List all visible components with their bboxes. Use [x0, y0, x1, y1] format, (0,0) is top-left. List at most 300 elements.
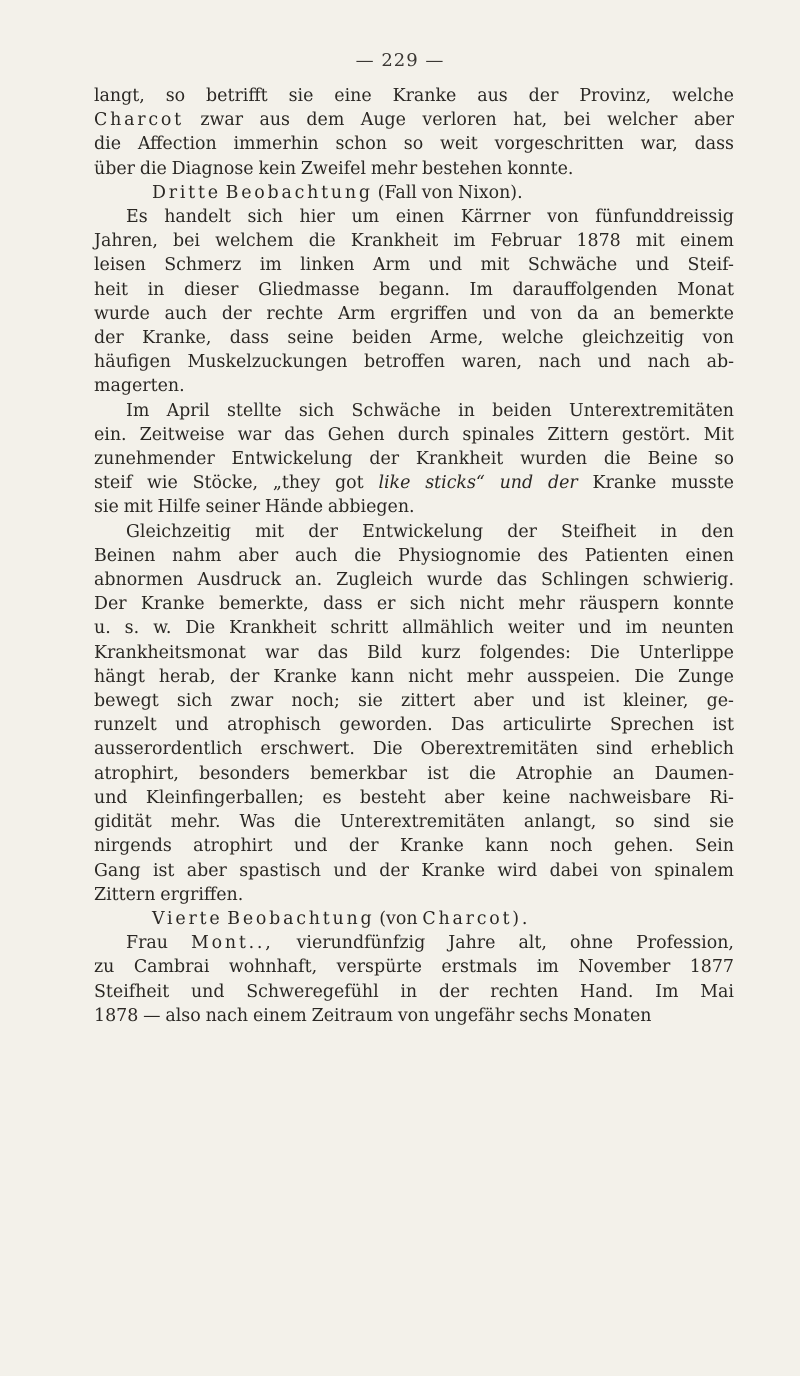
word: da [576, 303, 599, 324]
text-line [94, 544, 734, 568]
word: Das [451, 715, 485, 736]
word: und [333, 860, 367, 881]
word: sie [358, 691, 383, 712]
word: Kranke [400, 836, 464, 857]
word: Der [94, 594, 127, 615]
word: Zunge [678, 666, 734, 687]
text-line [94, 810, 734, 834]
word: — [143, 1005, 161, 1026]
word: Charcot). [422, 908, 531, 929]
word: alt, [518, 933, 547, 954]
word: got [335, 473, 364, 494]
word: der [369, 449, 400, 470]
word: sie [288, 86, 314, 106]
word: und [293, 836, 328, 857]
word: das [317, 642, 349, 663]
word: spastisch [239, 860, 321, 881]
word: dieser [183, 279, 239, 300]
word: Arm [337, 303, 376, 324]
word: bei [173, 231, 200, 252]
word: Kärrner [460, 207, 531, 228]
word: Es [126, 207, 148, 228]
word: immerhin [233, 134, 319, 155]
word: ergriffen. [160, 884, 244, 905]
word: eine [334, 86, 372, 106]
word: dass [229, 328, 270, 349]
word: von [530, 303, 563, 324]
word: ist [583, 691, 605, 712]
word: schritt [330, 618, 389, 639]
word: sie [709, 812, 734, 833]
word: leisen [94, 255, 146, 276]
word: das [284, 424, 315, 445]
word: wurde [94, 303, 150, 324]
word: sticks“ [425, 473, 485, 494]
word: bei [563, 110, 591, 131]
word: Atrophie [516, 763, 593, 784]
word: der [547, 473, 578, 494]
word: heit [94, 279, 129, 300]
word: neunten [661, 618, 734, 639]
word: Kranke, [142, 328, 212, 349]
word: hat, [513, 110, 548, 131]
word: Hilfe [157, 497, 201, 518]
word: betroffen [363, 352, 446, 373]
word: aus [477, 86, 508, 106]
word: das [496, 570, 528, 591]
word: Beobachtung [225, 182, 373, 203]
word: wurde [426, 570, 483, 591]
word: welche [501, 328, 564, 349]
word: und [499, 473, 534, 494]
word: verloren [422, 110, 497, 131]
word: so [714, 449, 734, 470]
word: gehen. [613, 836, 674, 857]
text-line [94, 955, 734, 979]
word: ist [427, 763, 449, 784]
word: Die [372, 739, 403, 760]
word: Arme, [430, 328, 484, 349]
word: Kleinfingerballen; [145, 787, 305, 808]
word: um [351, 207, 380, 228]
word: aber [444, 787, 485, 808]
word: mehr [370, 158, 418, 179]
word: einen [685, 545, 734, 566]
word: magerten. [94, 376, 185, 397]
word: ein. [94, 424, 127, 445]
word: Im [469, 279, 493, 300]
text-line [94, 1004, 734, 1028]
word: Unterextremitäten [568, 400, 734, 421]
word: Profession, [636, 933, 734, 954]
word: vorgeschritten [494, 134, 624, 155]
word: und [597, 352, 632, 373]
text-line [94, 568, 734, 592]
word: ausserordentlich [94, 739, 243, 760]
word: Steifheit [561, 521, 637, 542]
word: w. [153, 618, 172, 639]
word: nicht [408, 666, 453, 687]
word: noch; [291, 691, 340, 712]
word: war, [640, 134, 678, 155]
word: ab- [706, 352, 734, 373]
text-line [94, 326, 734, 350]
text-line [94, 181, 734, 205]
word: Unterlippe [638, 642, 734, 663]
word: (Fall [377, 182, 417, 203]
word: Bild [367, 642, 403, 663]
word: Sprechen [610, 715, 695, 736]
word: beiden [492, 400, 552, 421]
word: mehr [466, 666, 514, 687]
word: Zittern [547, 424, 609, 445]
text-line [94, 447, 734, 471]
word: Stöcke, [192, 473, 259, 494]
page-number: — 229 — [355, 50, 445, 71]
word: steif [94, 473, 133, 494]
word: Hand. [580, 981, 634, 1002]
word: zwar [200, 110, 244, 131]
word: erstmals [441, 957, 518, 978]
word: sie [94, 497, 119, 518]
word: räuspern [579, 594, 659, 615]
word: Kranke [273, 666, 337, 687]
word: schon [335, 134, 387, 155]
word: Was [239, 812, 276, 833]
word: wird [497, 860, 538, 881]
text-line [94, 399, 734, 423]
word: an [613, 303, 635, 324]
word: der [528, 86, 559, 106]
word: der [507, 521, 537, 542]
word: ist [152, 860, 175, 881]
word: Die [589, 642, 620, 663]
text-line [94, 229, 734, 253]
word: sich [176, 691, 213, 712]
word: nirgends [94, 836, 172, 857]
word: Physiognomie [398, 545, 521, 566]
text-line [94, 883, 734, 907]
word: bemerkte, [218, 594, 309, 615]
word: abnormen [94, 570, 184, 591]
text-line [94, 374, 734, 398]
word: konnte [673, 594, 734, 615]
word: und [190, 981, 225, 1002]
word: abbiegen. [327, 497, 415, 518]
word: in [400, 981, 418, 1002]
word: an [612, 763, 635, 784]
word: sechs [519, 1005, 569, 1026]
word: Krankheit [350, 231, 439, 252]
word: „they [272, 473, 321, 494]
word: dass [694, 134, 734, 155]
word: nachweisbare [568, 787, 692, 808]
word: gleichzeitig [581, 328, 685, 349]
word: Zittern [94, 884, 156, 905]
word: langt, [94, 86, 145, 106]
word: so [615, 812, 635, 833]
word: in [458, 400, 475, 421]
word: und [482, 303, 516, 324]
word: begann. [379, 279, 450, 300]
word: hängt [94, 666, 145, 687]
word: Monaten [573, 1005, 652, 1026]
word: Monat [677, 279, 734, 300]
word: ist [712, 715, 734, 736]
word: des [537, 545, 569, 566]
word: aber [238, 545, 279, 566]
word: zittert [400, 691, 456, 712]
word: Beine [647, 449, 698, 470]
word: atrophisch [227, 715, 321, 736]
word: articulirte [502, 715, 592, 736]
word: zu [94, 957, 115, 978]
word: 1878 [94, 1005, 139, 1026]
word: bestehen [422, 158, 503, 179]
text-line [94, 616, 734, 640]
word: Beobachtung [227, 908, 375, 929]
word: dem [306, 110, 345, 131]
text-line [94, 786, 734, 810]
word: Schwäche [527, 255, 618, 276]
word: spinales [462, 424, 535, 445]
word: Sein [694, 836, 734, 857]
word: und [175, 715, 209, 736]
word: rechten [490, 981, 559, 1002]
word: nahm [172, 545, 222, 566]
word: Entwickelung [231, 449, 353, 470]
text-line [94, 665, 734, 689]
word: von [421, 182, 454, 203]
word: Krankheit [415, 449, 504, 470]
word: Die [185, 618, 216, 639]
word: den [701, 521, 734, 542]
word: Affection [137, 134, 217, 155]
word: April [166, 400, 210, 421]
word: waren, [461, 352, 523, 373]
word: gidität [94, 812, 152, 833]
text-line [94, 713, 734, 737]
text-line [94, 253, 734, 277]
word: Cambrai [133, 957, 210, 978]
word: von [397, 1005, 430, 1026]
word: zwar [230, 691, 274, 712]
word: der [379, 860, 409, 881]
word: Zugleich [336, 570, 413, 591]
word: Krankheitsmonat [94, 642, 246, 663]
word: Jahren, [94, 231, 158, 252]
word: erschwert. [260, 739, 355, 760]
word: s. [124, 618, 140, 639]
word: seine [287, 328, 334, 349]
word: ohne [569, 933, 614, 954]
word: keine [502, 787, 551, 808]
word: die [603, 449, 631, 470]
text-line [94, 907, 734, 931]
word: mehr. [170, 812, 221, 833]
word: durch [397, 424, 450, 445]
text-line [94, 302, 734, 326]
word: musste [671, 473, 734, 494]
word: Kranke [592, 473, 657, 494]
word: sind [595, 739, 633, 760]
word: Auge [360, 110, 406, 131]
word: 1877 [689, 957, 734, 978]
word: war [264, 642, 299, 663]
text-line [94, 737, 734, 761]
word: und [94, 787, 128, 808]
text-line [94, 278, 734, 302]
word: fünfunddreissig [595, 207, 734, 228]
word: über [94, 158, 135, 179]
word: war [237, 424, 272, 445]
word: der [308, 521, 338, 542]
word: weit [440, 134, 478, 155]
word: Jahre [448, 933, 496, 954]
word: vierundfünfzig [296, 933, 426, 954]
word: Mai [700, 981, 734, 1002]
text-line [94, 834, 734, 858]
text-line [94, 84, 734, 108]
word: (von [379, 908, 418, 929]
word: betrifft [206, 86, 268, 106]
word: im [453, 231, 476, 252]
word: schwierig. [642, 570, 734, 591]
word: u. [94, 618, 111, 639]
text-line [94, 471, 734, 495]
word: und [428, 255, 463, 276]
word: sich [409, 594, 446, 615]
word: aber [473, 691, 514, 712]
word: Hände [264, 497, 324, 518]
word: Charcot [94, 110, 184, 131]
word: Krankheit [229, 618, 317, 639]
word: darauffolgenden [512, 279, 658, 300]
word: Schweregefühl [246, 981, 379, 1002]
word: und [578, 618, 612, 639]
word: Gliedmasse [258, 279, 360, 300]
word: Frau [126, 933, 168, 954]
word: Nixon). [458, 182, 523, 203]
word: mit [255, 521, 285, 542]
word: einen [395, 207, 445, 228]
word: Vierte [152, 908, 223, 929]
word: kann [485, 836, 529, 857]
text-line [94, 132, 734, 156]
word: also [165, 1005, 201, 1026]
text-line [94, 157, 734, 181]
word: die [308, 231, 336, 252]
word: von [547, 207, 579, 228]
text-line [94, 108, 734, 132]
text-line [94, 592, 734, 616]
word: Arm [372, 255, 411, 276]
word: im [536, 957, 559, 978]
word: einem [252, 1005, 307, 1026]
word: allmählich [402, 618, 494, 639]
word: Steifheit [94, 981, 170, 1002]
word: Beinen [94, 545, 156, 566]
word: Kranke [421, 860, 486, 881]
word: mit [635, 231, 665, 252]
word: der [229, 666, 260, 687]
word: die [94, 134, 121, 155]
word: stellte [226, 400, 282, 421]
word: im [259, 255, 282, 276]
word: nicht [459, 594, 505, 615]
word: wohnhaft, [228, 957, 318, 978]
word: anlangt, [523, 812, 597, 833]
word: besteht [359, 787, 426, 808]
text-line [94, 520, 734, 544]
word: die [354, 545, 382, 566]
word: nach [538, 352, 582, 373]
word: mit [480, 255, 510, 276]
word: die [139, 158, 167, 179]
word: Gang [94, 860, 141, 881]
word: nach [205, 1005, 249, 1026]
word: 1878 [576, 231, 621, 252]
word: herab, [158, 666, 216, 687]
word: wie [147, 473, 178, 494]
word: im [625, 618, 648, 639]
word: häufigen [94, 352, 171, 373]
word: dabei [549, 860, 599, 881]
word: aus [259, 110, 290, 131]
word: atrophirt, [94, 763, 179, 784]
word: die [294, 812, 322, 833]
text-line [94, 205, 734, 229]
word: Entwickelung [362, 521, 484, 542]
word: so [165, 86, 186, 106]
word: Mit [703, 424, 734, 445]
word: Diagnose [171, 158, 254, 179]
word: geworden. [339, 715, 433, 736]
word: welchem [215, 231, 294, 252]
word: Kranke [392, 86, 457, 106]
word: mehr [518, 594, 565, 615]
word: wurden [520, 449, 588, 470]
word: es [322, 787, 342, 808]
word: und [635, 255, 670, 276]
word: kleiner, [623, 691, 689, 712]
word: weiter [507, 618, 565, 639]
text-line [94, 423, 734, 447]
word: rechte [266, 303, 324, 324]
word: der [221, 303, 252, 324]
word: verspürte [336, 957, 422, 978]
text-line [94, 641, 734, 665]
word: Zeitweise [139, 424, 225, 445]
word: Ri- [709, 787, 734, 808]
word: dass [323, 594, 363, 615]
word: an. [295, 570, 323, 591]
word: Zweifel [300, 158, 367, 179]
word: welcher [607, 110, 678, 131]
word: bemerkbar [310, 763, 407, 784]
text-line [94, 931, 734, 955]
word: like [378, 473, 411, 494]
word: die [468, 763, 496, 784]
word: zunehmender [94, 449, 215, 470]
word: ergriffen [390, 303, 468, 324]
word: auch [295, 545, 338, 566]
text-line [94, 980, 734, 1004]
word: bemerkte [649, 303, 734, 324]
word: von [702, 328, 734, 349]
word: von [610, 860, 642, 881]
word: einem [680, 231, 734, 252]
